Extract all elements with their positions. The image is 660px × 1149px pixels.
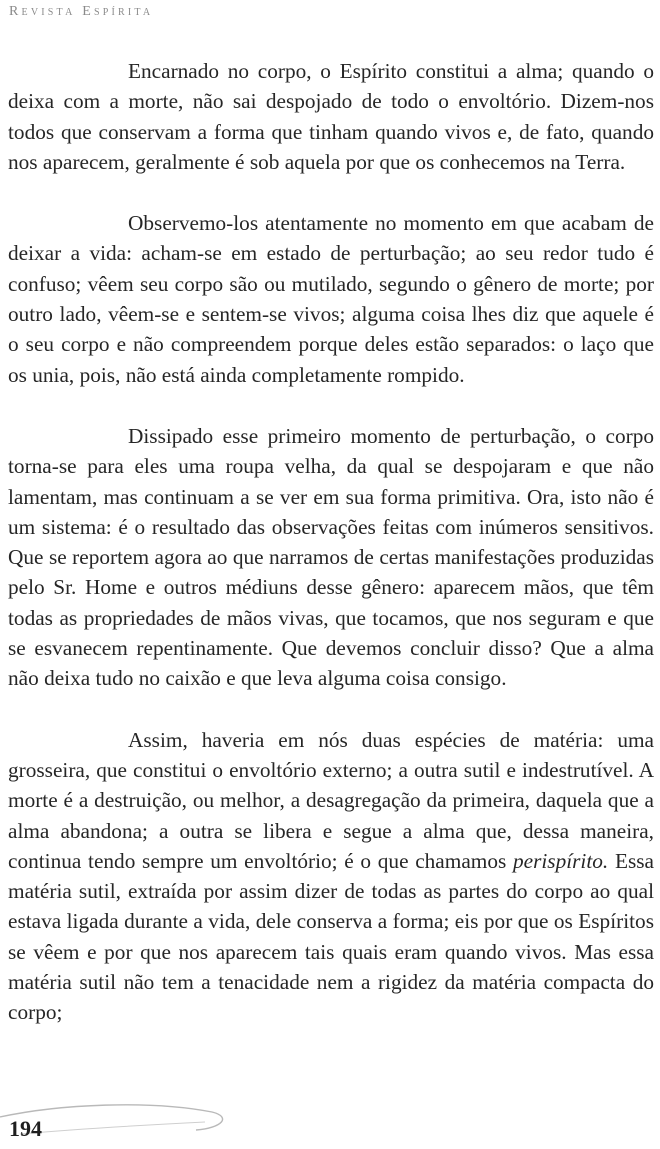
paragraph-3: Dissipado esse primeiro momento de perturbação, o corpo torna-se para eles uma roupa velha, da qual se despojaram e que não lamentam, mas continuam a se ver em sua forma primitiva. Ora, isto não é um sistema: é o resultado das observações feitas com inúmeros sensitivos. Que se reportem agora ao que narramos de certas manifestações produzidas pelo Sr. Home e outros médiuns desse gênero: aparecem mãos, que têm todas as propriedades de mãos vivas, que tocamos, que nos seguram e que se esvanecem repentinamente. Que devemos concluir disso? Que a alma não deixa tudo no caixão e que leva alguma coisa consigo. — [8, 423, 654, 691]
paragraph-4 — [8, 725, 654, 1028]
running-header: Revista Espírita — [9, 4, 154, 19]
paragraph-1: Encarnado no corpo, o Espírito constitui a alma; quando o deixa com a morte, não sai despojado de todo o envoltório. Dizem-nos todos que conservam a forma que tinham quando vivos e, de fato, quando nos aparecem, geralmente é sob aquela por que os conhecemos na Terra. — [8, 59, 654, 174]
article-body — [8, 56, 654, 1028]
perispirito-term: perispírito. — [512, 848, 609, 873]
paragraph-2: Observemo-los atentamente no momento em que acabam de deixar a vida: acham-se em estado de perturbação; ao seu redor tudo é confuso; vêem seu corpo são ou mutilado, segundo o gênero de morte; por outro lado, vêem-se e sentem-se vivos; alguma coisa lhes diz que aquele é o seu corpo e não compreendem porque deles estão separados: o laço que os unia, pois, não está ainda completamente rompido. — [8, 211, 654, 387]
page-number: 194 — [9, 1116, 42, 1141]
paragraph-4-text-before: Assim, haveria em nós duas espécies de matéria: uma grosseira, que constitui o envoltório externo; a outra sutil e indestrutível. A morte é a destruição, ou melhor, a desagregação da primeira, daquela que a alma abandona; a outra se libera e segue a alma que, dessa maneira, continua tendo sempre um envoltório; é o que chamamos — [8, 727, 654, 873]
paragraph-4-text-after: Essa matéria sutil, extraída por assim dizer de todas as partes do corpo ao qual estava ligada durante a vida, dele conserva a forma; eis por que os Espíritos se vêem e por que nos aparecem tais quais eram quando vivos. Mas essa matéria sutil não tem a tenacidade nem a rigidez da matéria compacta do corpo; — [8, 848, 654, 1025]
